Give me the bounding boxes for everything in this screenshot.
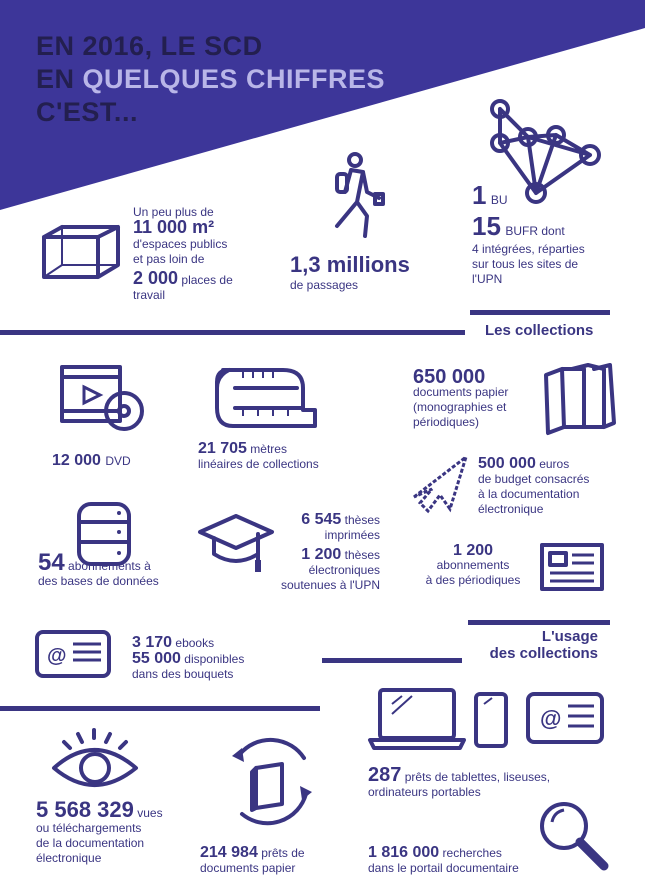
divider: [470, 310, 610, 315]
divider: [468, 620, 610, 625]
svg-text:@: @: [540, 706, 562, 731]
svg-text:@: @: [47, 645, 67, 667]
divider: [0, 330, 465, 335]
ebook-icon: [526, 692, 606, 752]
section-title-usage: L'usage des collections: [489, 628, 598, 662]
tape-measure-icon: [213, 362, 323, 432]
ebook-icon: [35, 630, 115, 680]
eye-icon: [50, 728, 140, 798]
divider: [0, 706, 320, 711]
tablet-icon: [474, 692, 514, 752]
film-icon: [60, 365, 150, 435]
books-icon: [542, 365, 622, 435]
laptop-icon: [368, 686, 468, 751]
page-title: EN 2016, LE SCD EN QUELQUES CHIFFRES C'EST...: [36, 31, 386, 127]
magnifier-icon: [538, 800, 618, 880]
divider: [322, 658, 462, 663]
cube-icon: [42, 225, 122, 285]
book-cycle-icon: [220, 734, 320, 834]
section-title-collections: Les collections: [485, 322, 594, 339]
cursor-icon: [410, 455, 480, 525]
newspaper-icon: [540, 543, 610, 593]
walker-icon: [333, 152, 393, 242]
